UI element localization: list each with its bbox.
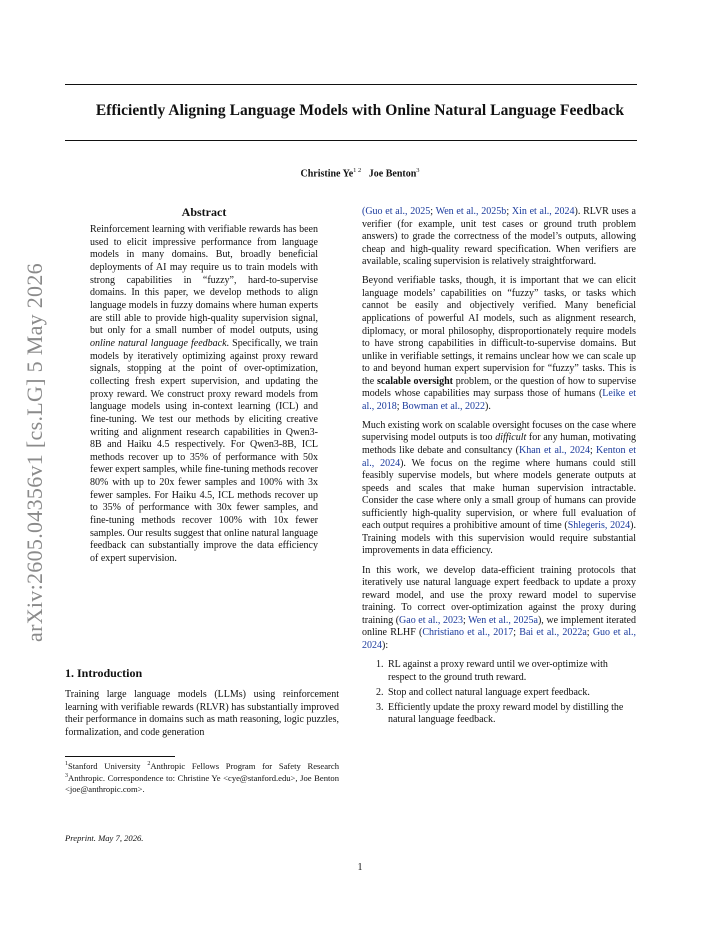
text: for any human, motivating methods like debate and consultancy ( bbox=[362, 432, 636, 457]
top-rule bbox=[65, 84, 637, 85]
footnote-sup: 3 bbox=[65, 773, 68, 780]
text: ; bbox=[513, 627, 520, 639]
citation-link[interactable]: Wen et al., 2025a bbox=[468, 614, 538, 626]
author-name: Joe Benton bbox=[368, 168, 417, 180]
text: ). We focus on the regime where humans could still feasibly supervise models, but where models generate outputs at speeds and scales that make human supervision intractable. Consider the case where only a small group of humans can provide sufficiently high-quality supervision, or where full evaluation of each output requires a prohibitive amount of time ( bbox=[362, 457, 637, 532]
text: ), we implement iterated online RLHF ( bbox=[362, 614, 636, 639]
citation-link[interactable]: Wen et al., 2025b bbox=[435, 206, 507, 217]
text: problem, or the question of how to supervise models whose capabilities may surpass those of humans ( bbox=[362, 375, 637, 400]
preprint-note: Preprint. May 7, 2026. bbox=[65, 833, 144, 843]
citation-link[interactable]: Christiano et al., 2017 bbox=[422, 627, 514, 639]
footnote bbox=[65, 759, 339, 795]
text: ). bbox=[485, 400, 491, 412]
text: ; bbox=[586, 627, 593, 639]
citation-link[interactable]: Guo et al., 2024 bbox=[362, 627, 636, 651]
author-line bbox=[0, 167, 720, 179]
citation-link[interactable]: Xin et al., 2024 bbox=[511, 206, 575, 217]
title-bottom-rule bbox=[65, 140, 637, 141]
list-item: 1. RL against a proxy reward until we over-optimize with respect to the ground truth reward. bbox=[386, 659, 636, 684]
citation-link[interactable]: (Guo et al., 2025 bbox=[362, 206, 431, 217]
section-heading: 1. Introduction bbox=[65, 666, 143, 680]
citation-link[interactable]: Kenton et al., 2024 bbox=[362, 445, 636, 469]
protocol-list bbox=[362, 659, 636, 727]
author-affiliation: 1 2 bbox=[353, 167, 362, 174]
footnote-sup: 2 bbox=[147, 761, 151, 767]
text: RLVR uses a verifier (for example, unit test cases or ground truth problem answers) to grade the correctness of the model’s outputs, allowing cheap and high-quality reward specification. When verifiers are available, scaling supervision is relatively straightforward. bbox=[362, 206, 636, 268]
text: ; bbox=[589, 445, 597, 457]
footnote-sup: 1 bbox=[65, 761, 68, 767]
citation-link[interactable]: Shlegeris, 2024 bbox=[567, 520, 631, 532]
text: ; bbox=[462, 614, 469, 626]
citation-link[interactable]: Bowman et al., 2022 bbox=[402, 400, 486, 412]
citation-link[interactable]: Gao et al., 2023 bbox=[399, 614, 463, 626]
intro-paragraph: Training large language models (LLMs) using reinforcement learning with verifiable rewards (RLVR) has substantially improved their performance in domains such as math reasoning, logic puzzles, formalization, and code generation bbox=[65, 689, 339, 738]
italic-term: difficult bbox=[495, 432, 527, 444]
affiliation: Anthropic Fellows Program for Safety Research bbox=[150, 760, 339, 771]
arxiv-identifier: arXiv:2605.04356v1 [cs.LG] 5 May 2026 bbox=[22, 263, 47, 642]
abstract-text: Reinforcement learning with verifiable rewards has been used to elicit impressive performance from language models in many domains. But, broadly beneficial deployments of AI may require us to train models with strong capabilities in “fuzzy”, hard-to-supervise domains. In this paper, we develop methods to align language models in fuzzy domains where human experts are still able to provide high-quality supervision signal, but only for a small number of model outputs, using bbox=[90, 224, 318, 337]
text: ). Training models with this supervision would require substantial improvements in data efficiency. bbox=[362, 520, 636, 557]
abstract-heading: Abstract bbox=[181, 205, 227, 219]
paragraph bbox=[362, 275, 636, 413]
text: Much existing work on scalable oversight focuses on the case where supervising model outputs is too bbox=[362, 419, 636, 444]
author-name: Christine Ye bbox=[300, 168, 354, 180]
author-affiliation: 3 bbox=[416, 167, 420, 174]
paragraph bbox=[362, 565, 636, 653]
abstract-body bbox=[90, 224, 318, 566]
text: In this work, we develop data-efficient training protocols that iteratively use natural language expert feedback to update a proxy reward model, and use the proxy reward model to supervise training. To correct over-optimization against the proxy during training ( bbox=[362, 564, 636, 626]
citation-link[interactable]: Leike et al., 2018 bbox=[362, 388, 636, 412]
paragraph bbox=[362, 420, 636, 558]
text: ; bbox=[396, 400, 402, 412]
affiliation: Anthropic. bbox=[68, 773, 105, 784]
list-item: 3. Efficiently update the proxy reward model by distilling the natural language feedback. bbox=[386, 702, 636, 727]
bold-term: scalable oversight bbox=[376, 375, 453, 387]
citation-link[interactable]: Khan et al., 2024 bbox=[518, 445, 590, 457]
list-item: 2. Stop and collect natural language expert feedback. bbox=[386, 687, 636, 700]
footnote-rule bbox=[65, 756, 175, 757]
abstract-text: . Specifically, we train models by iteratively optimizing against proxy reward signals, stopping at the point of over-optimization, collecting fresh expert supervision, and updating the proxy reward. We construct proxy reward models from language models using in-context learning (ICL) and fine-tuning. We test our methods by eliciting creative writing and alignment research capabilities in Qwen3-8B and Haiku 4.5 respectively. For Qwen3-8B, ICL methods recover up to 35% of performance with 50x fewer expert samples, while fine-tuning methods recover 80% with up to 20x fewer samples and 100% with 3x fewer samples. For Haiku 4.5, ICL methods recover up to 35% of performance with 30x fewer samples, and fine-tuning methods recover 100% with 10x fewer samples. Our results suggest that online natural language feedback can substantially improve the data efficiency of expert supervision. bbox=[90, 337, 318, 565]
text: ). bbox=[574, 206, 581, 217]
paper-title: Efficiently Aligning Language Models with Online Natural Language Feedback bbox=[95, 102, 625, 119]
text: ): bbox=[382, 639, 389, 651]
text: ; bbox=[506, 206, 512, 217]
affiliation: Stanford University bbox=[68, 760, 148, 771]
right-column bbox=[362, 206, 636, 729]
page-number: 1 bbox=[357, 862, 363, 873]
paragraph bbox=[362, 206, 636, 269]
abstract-italic: online natural language feedback bbox=[90, 337, 227, 349]
citation-link[interactable]: Bai et al., 2022a bbox=[519, 627, 587, 639]
correspondence: Correspondence to: Christine Ye <cye@stanford.edu>, Joe Benton <joe@anthropic.com>. bbox=[65, 773, 339, 794]
text: ; bbox=[430, 206, 436, 217]
text: Beyond verifiable tasks, though, it is important that we can elicit language models’ capabilities on “fuzzy” tasks, or tasks which cannot be easily and objectively verified. Many beneficial applications of powerful AI models, such as alignment research, diplomacy, or moral philosophy, disproportionately require models to have strong capabilities in difficult-to-supervise domains. But unlike in verifiable settings, it remains unclear how we can scale up to and beyond human expert supervision for “fuzzy” tasks. This is the bbox=[362, 275, 636, 387]
